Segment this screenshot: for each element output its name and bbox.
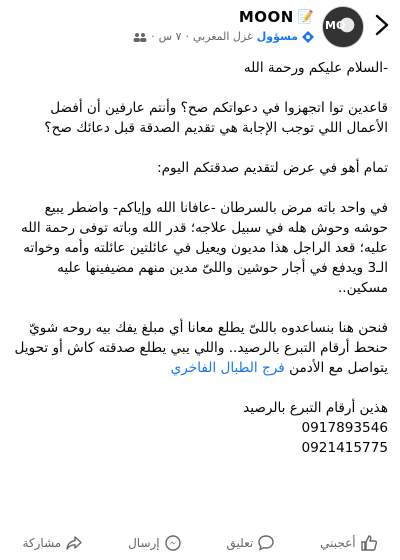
thumbs-up-icon [360, 534, 378, 552]
comment-icon [257, 534, 275, 552]
page-name-row [239, 8, 314, 26]
meta-dot: · [185, 30, 190, 43]
admin-mention-link[interactable]: فرج الطبال الفاخري [170, 360, 285, 376]
contact-text: يتواصل مع الأدمن [289, 360, 388, 376]
avatar-text: MO [325, 19, 346, 32]
share-button[interactable] [22, 534, 83, 552]
post-time[interactable]: ٧ س [158, 30, 182, 43]
comment-label: تعليق [226, 536, 254, 550]
post-header [0, 0, 400, 52]
author-name[interactable]: غزل المغربي [193, 30, 253, 43]
messenger-icon [164, 534, 182, 552]
post-paragraph: قاعدين توا اتجهزوا في دعواتكم صح؟ وأنتم عارفين أن أفضل الأعمال اللي توجب الإجابة هي تقديم الصدقة قبل دعائك صح؟ [44, 100, 388, 136]
share-icon [65, 534, 83, 552]
like-label: أعجبني [320, 536, 356, 550]
group-privacy-icon [133, 31, 147, 43]
like-button[interactable] [320, 534, 377, 552]
share-label: مشاركة [22, 536, 62, 550]
numbers-title: هذين أرقام التبرع بالرصيد [243, 400, 388, 416]
post-paragraph: حنحط أرقام التبرع بالرصيد.. واللي يبي يطلع صدقته كاش أو تحويل [14, 340, 388, 356]
post-greeting: -السلام عليكم ورحمة الله [243, 60, 388, 76]
post-body [10, 58, 388, 458]
page-avatar[interactable] [322, 6, 364, 48]
page-name[interactable]: MOON [238, 8, 294, 26]
send-button[interactable] [128, 534, 182, 552]
chevron-right-icon [375, 14, 389, 36]
memo-emoji-icon: 📝 [297, 9, 314, 25]
admin-badge-icon [302, 31, 314, 43]
post-paragraph [10, 358, 388, 378]
comment-button[interactable] [227, 534, 276, 552]
meta-dot: · [151, 30, 155, 43]
admin-label: مسؤول [256, 30, 298, 43]
post-paragraph: فنحن هنا بنساعدوه باللىّ يطلع معانا أي مبلغ يفك بيه روحه شويّ [29, 320, 388, 336]
post-paragraph: في واحد باته مرض بالسرطان -عافانا الله وإياكم- واضطر يبيع حوشه وحوش هله في سبيل علاجه؛ قدر الله وباته توفى رحمة الله عليه؛ قعد الراجل هذا مديون ويعيل في عائلتين عائلته وأمه وخواته الـ3 ويدفع في أجار حوشين واللىّ مدين منهم مضيفينها عليه مسكين.. [20, 200, 388, 296]
phone-number[interactable]: 0921415775 [301, 440, 388, 456]
post-paragraph: تمام أهو في عرض لتقديم صدقتكم اليوم: [157, 160, 388, 176]
back-button[interactable] [370, 10, 394, 40]
post-meta [133, 30, 314, 43]
post-actions-bar [0, 526, 400, 560]
send-label: إرسال [128, 536, 160, 550]
phone-number[interactable]: 0917893546 [301, 420, 388, 436]
